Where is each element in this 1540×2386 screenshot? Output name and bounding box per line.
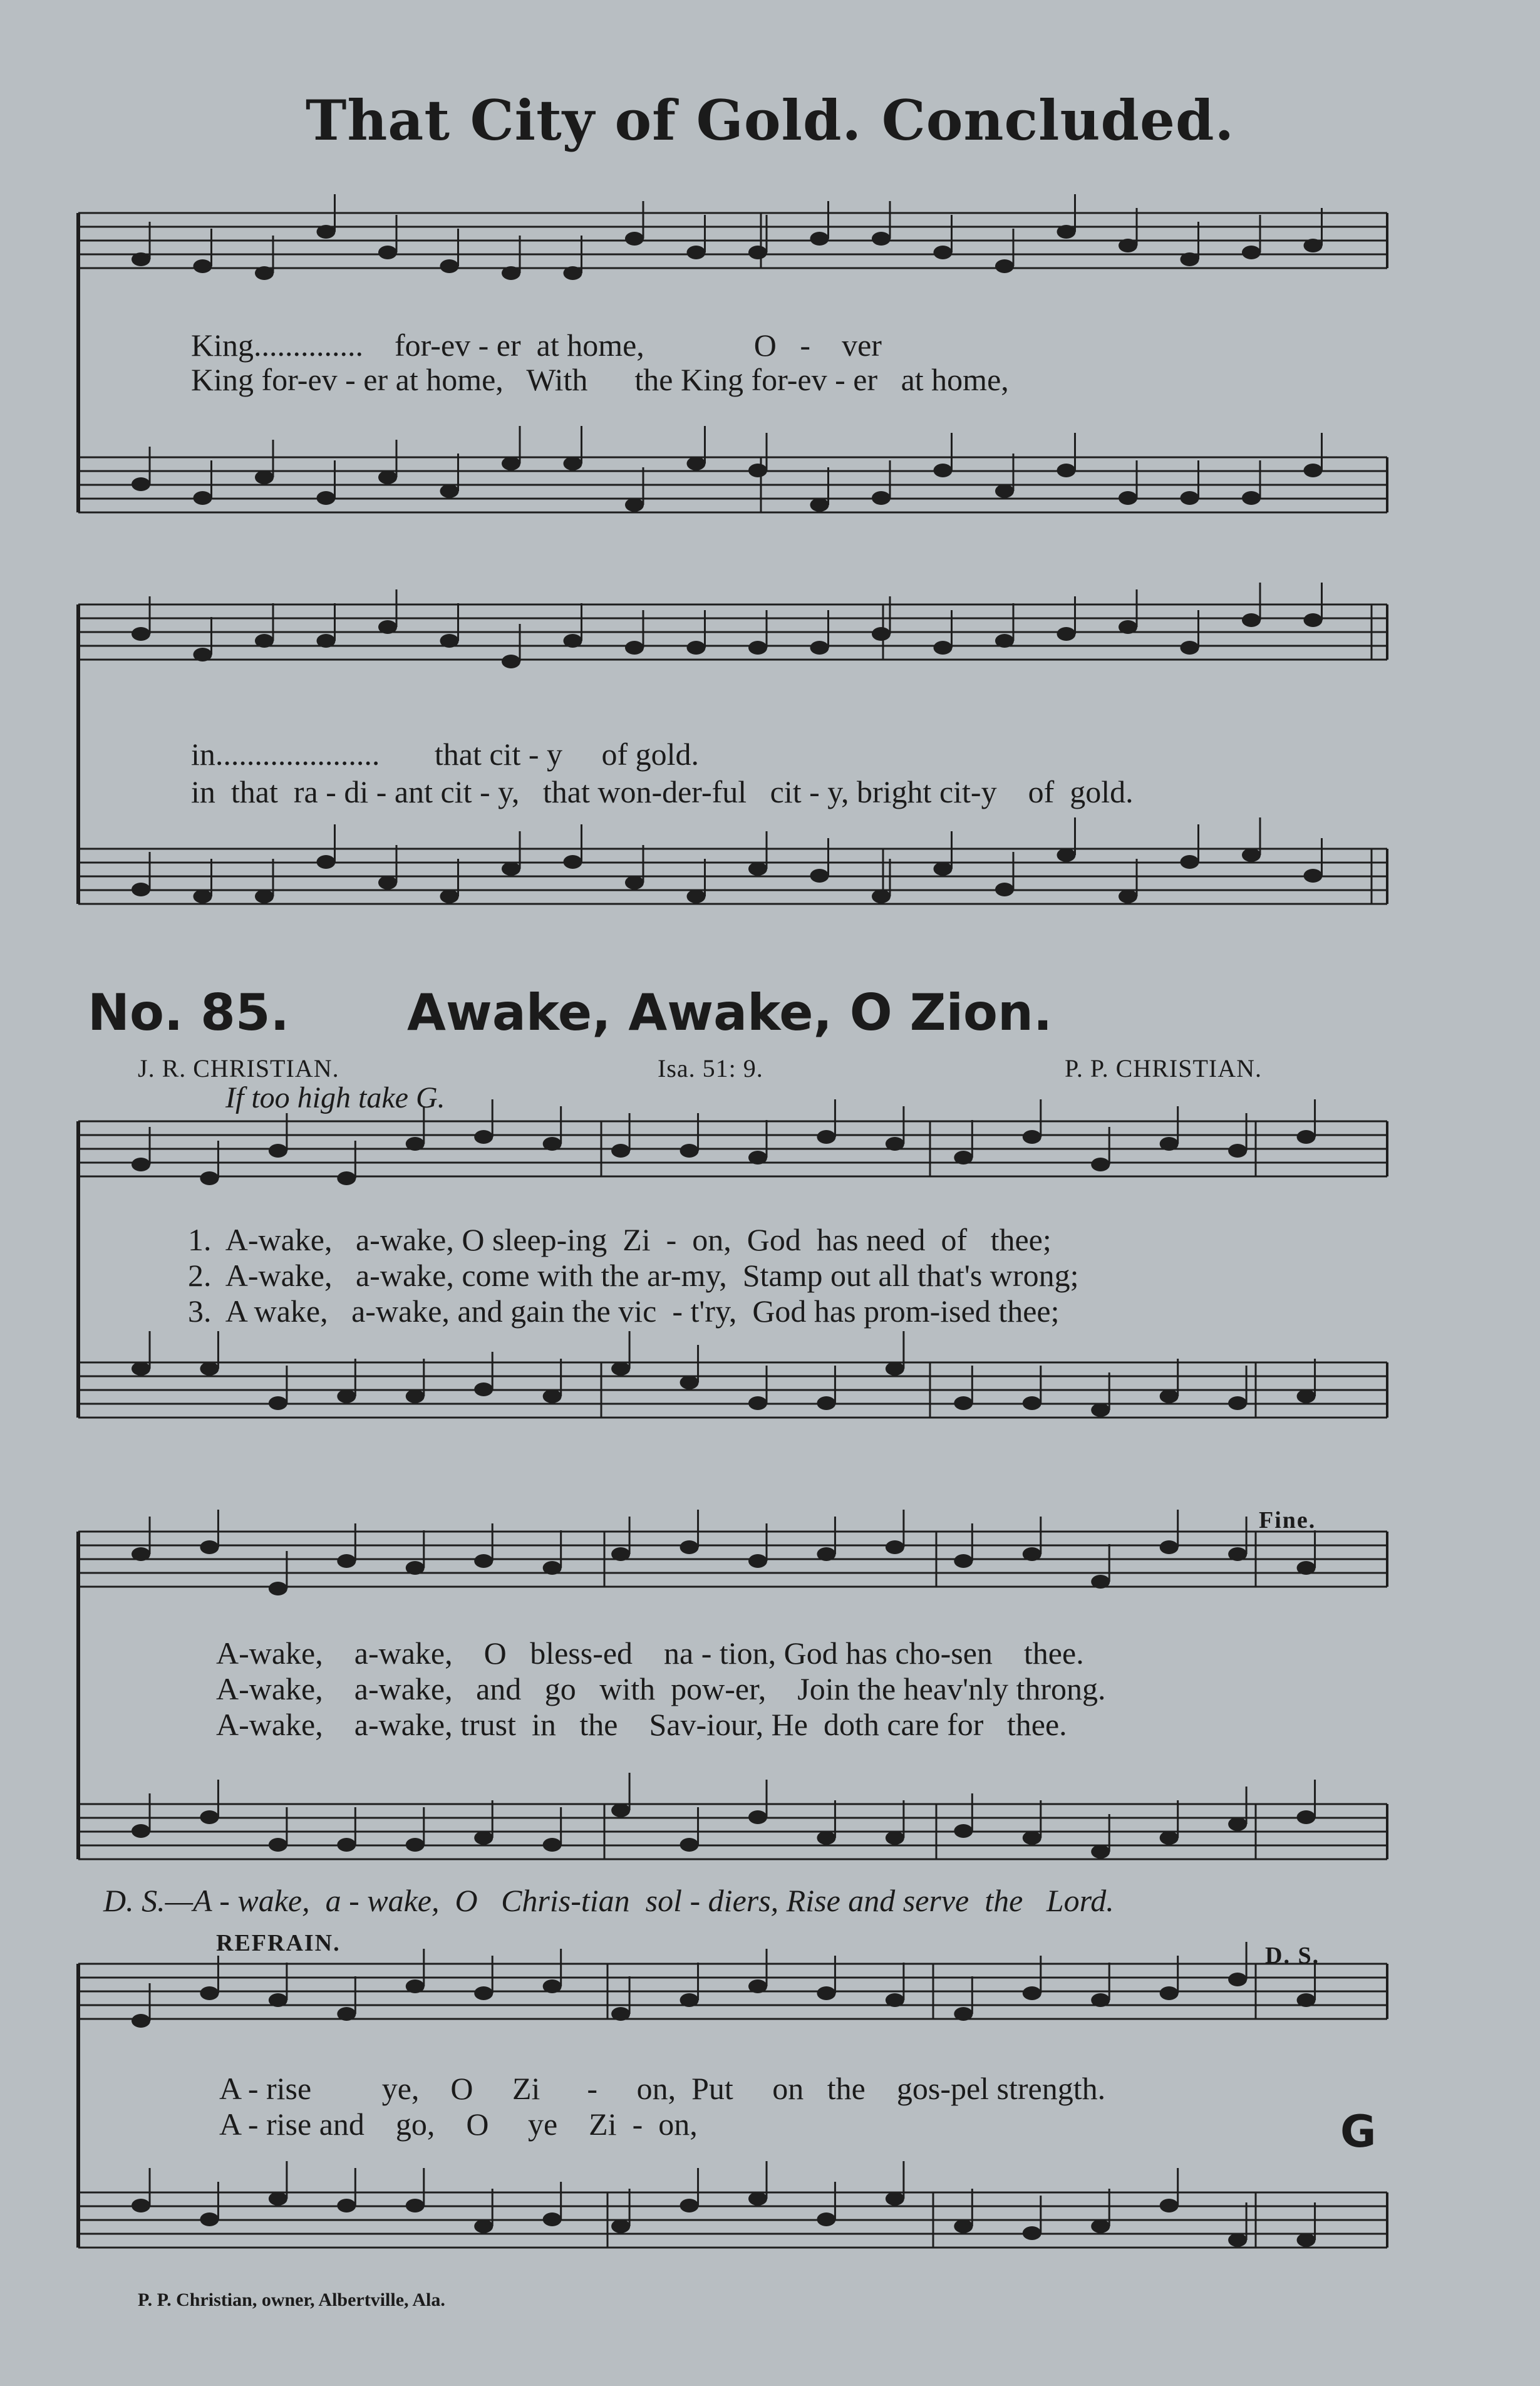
note-head xyxy=(934,641,953,655)
note-head xyxy=(886,1993,904,2007)
note-head xyxy=(625,498,644,512)
note-head xyxy=(474,1831,493,1845)
note-head xyxy=(1304,464,1323,477)
note-head xyxy=(954,2219,973,2233)
ds-mark: D. S. xyxy=(1265,1943,1320,1969)
note-head xyxy=(1160,1986,1179,2000)
note-head xyxy=(995,883,1014,896)
note-head xyxy=(474,1986,493,2000)
note-head xyxy=(886,1540,904,1554)
note-head xyxy=(1242,491,1261,505)
note-head xyxy=(995,484,1014,498)
note-head xyxy=(406,1389,425,1403)
note-head xyxy=(1297,1130,1316,1144)
note-head xyxy=(337,2007,356,2021)
performance-note: If too high take G. xyxy=(225,1081,445,1114)
note-head xyxy=(687,246,706,259)
note-head xyxy=(748,246,767,259)
note-head xyxy=(1119,890,1137,903)
note-head xyxy=(625,876,644,890)
note-head xyxy=(406,1979,425,1993)
note-head xyxy=(817,2212,835,2226)
note-head xyxy=(440,634,459,648)
note-head xyxy=(810,498,829,512)
note-head xyxy=(1242,246,1261,259)
note-head xyxy=(502,266,520,280)
note-head xyxy=(1023,1396,1041,1410)
note-head xyxy=(269,1582,287,1595)
note-head xyxy=(995,259,1014,273)
note-head xyxy=(872,232,891,246)
note-head xyxy=(817,1986,835,2000)
note-head xyxy=(1297,2233,1316,2247)
page-letter: G xyxy=(1340,2106,1377,2157)
note-head xyxy=(1297,1561,1316,1575)
note-head xyxy=(1228,1547,1247,1561)
verse-1: 1. A-wake, a-wake, O sleep-ing Zi - on, God has need of thee; xyxy=(188,1222,1052,1257)
note-head xyxy=(934,862,953,876)
note-head xyxy=(317,225,336,239)
note-head xyxy=(132,883,150,896)
note-head xyxy=(817,1130,835,1144)
note-head xyxy=(132,1158,150,1171)
note-head xyxy=(440,890,459,903)
note-head xyxy=(269,1144,287,1158)
note-head xyxy=(1181,491,1199,505)
note-head xyxy=(132,2199,150,2212)
note-head xyxy=(611,2219,630,2233)
note-head xyxy=(269,1993,287,2007)
note-head xyxy=(406,1838,425,1852)
note-head xyxy=(748,1979,767,1993)
note-head xyxy=(934,246,953,259)
note-head xyxy=(255,266,274,280)
note-head xyxy=(1297,1993,1316,2007)
note-head xyxy=(817,1831,835,1845)
note-head xyxy=(194,491,212,505)
note-head xyxy=(680,1376,699,1389)
note-head xyxy=(1057,848,1076,862)
note-head xyxy=(337,1554,356,1568)
note-head xyxy=(886,2192,904,2206)
song1-system1-lyric-2: King for-ev - er at home, With the King for-ev - er at home, xyxy=(191,362,1009,397)
note-head xyxy=(680,1540,699,1554)
system2-line-3: A-wake, a-wake, trust in the Sav-iour, He doth care for thee. xyxy=(216,1707,1067,1742)
note-head xyxy=(1228,1817,1247,1831)
refrain-line-1: A - rise ye, O Zi - on, Put on the gos-pel strength. xyxy=(219,2071,1106,2106)
note-head xyxy=(680,1838,699,1852)
note-head xyxy=(269,1838,287,1852)
note-head xyxy=(1160,1831,1179,1845)
song1-system2-lyric-1: in..................... that cit - y of gold. xyxy=(191,737,700,772)
note-head xyxy=(474,1382,493,1396)
note-head xyxy=(1228,1144,1247,1158)
note-head xyxy=(680,2199,699,2212)
note-head xyxy=(611,1362,630,1376)
note-head xyxy=(543,2212,562,2226)
note-head xyxy=(872,627,891,641)
note-head xyxy=(1023,1547,1041,1561)
note-head xyxy=(886,1137,904,1151)
note-head xyxy=(194,259,212,273)
note-head xyxy=(1160,1137,1179,1151)
note-head xyxy=(934,464,953,477)
note-head xyxy=(611,1144,630,1158)
note-head xyxy=(611,1803,630,1817)
note-head xyxy=(1228,2233,1247,2247)
note-head xyxy=(995,634,1014,648)
note-head xyxy=(200,1540,219,1554)
note-head xyxy=(269,1396,287,1410)
note-head xyxy=(1228,1396,1247,1410)
hymn-title: Awake, Awake, O Zion. xyxy=(407,983,1053,1042)
note-head xyxy=(954,1151,973,1164)
note-head xyxy=(1023,2226,1041,2240)
note-head xyxy=(317,855,336,869)
note-head xyxy=(817,1396,835,1410)
note-head xyxy=(687,890,706,903)
note-head xyxy=(378,470,397,484)
note-head xyxy=(1304,239,1323,252)
note-head xyxy=(564,266,582,280)
note-head xyxy=(1297,1389,1316,1403)
note-head xyxy=(817,1547,835,1561)
system2-line-2: A-wake, a-wake, and go with pow-er, Join the heav'nly throng. xyxy=(216,1671,1106,1706)
note-head xyxy=(132,1824,150,1838)
note-head xyxy=(502,457,520,470)
note-head xyxy=(872,491,891,505)
note-head xyxy=(954,1396,973,1410)
note-head xyxy=(132,252,150,266)
note-head xyxy=(611,1547,630,1561)
scripture-reference: Isa. 51: 9. xyxy=(658,1054,763,1082)
note-head xyxy=(269,2192,287,2206)
note-head xyxy=(1297,1810,1316,1824)
verse-3: 3. A wake, a-wake, and gain the vic - t'ry, God has prom-ised thee; xyxy=(188,1294,1060,1329)
note-head xyxy=(748,1810,767,1824)
note-head xyxy=(474,2219,493,2233)
note-head xyxy=(200,1362,219,1376)
note-head xyxy=(543,1389,562,1403)
note-head xyxy=(564,855,582,869)
note-head xyxy=(1057,627,1076,641)
note-head xyxy=(255,634,274,648)
note-head xyxy=(1160,2199,1179,2212)
refrain-line-2: A - rise and go, O ye Zi - on, xyxy=(219,2107,698,2142)
note-head xyxy=(810,641,829,655)
note-head xyxy=(200,1986,219,2000)
note-head xyxy=(748,1554,767,1568)
note-head xyxy=(378,246,397,259)
note-head xyxy=(1304,613,1323,627)
note-head xyxy=(378,620,397,634)
note-head xyxy=(502,862,520,876)
hymn-number: No. 85. xyxy=(88,983,289,1042)
note-head xyxy=(810,869,829,883)
note-head xyxy=(748,862,767,876)
note-head xyxy=(1023,1831,1041,1845)
note-head xyxy=(474,1554,493,1568)
note-head xyxy=(474,1130,493,1144)
note-head xyxy=(378,876,397,890)
note-head xyxy=(337,1389,356,1403)
note-head xyxy=(687,641,706,655)
note-head xyxy=(954,1824,973,1838)
note-head xyxy=(406,1137,425,1151)
note-head xyxy=(1091,1403,1110,1417)
note-head xyxy=(1119,491,1137,505)
note-head xyxy=(1091,1845,1110,1859)
note-head xyxy=(1057,225,1076,239)
note-head xyxy=(872,890,891,903)
note-head xyxy=(317,491,336,505)
note-head xyxy=(625,641,644,655)
note-head xyxy=(194,890,212,903)
footer-credit: P. P. Christian, owner, Albertville, Ala. xyxy=(138,2290,445,2310)
note-head xyxy=(611,2007,630,2021)
author-credit: J. R. CHRISTIAN. xyxy=(138,1054,339,1082)
note-head xyxy=(194,648,212,661)
note-head xyxy=(954,1554,973,1568)
song1-system2-lyric-2: in that ra - di - ant cit - y, that won-der-ful cit - y, bright cit-y of gold. xyxy=(191,774,1134,809)
note-head xyxy=(1242,613,1261,627)
note-head xyxy=(748,2192,767,2206)
note-head xyxy=(1160,1540,1179,1554)
note-head xyxy=(132,627,150,641)
note-head xyxy=(810,232,829,246)
refrain-label: REFRAIN. xyxy=(216,1930,341,1956)
note-head xyxy=(886,1831,904,1845)
note-head xyxy=(440,484,459,498)
system2-line-1: A-wake, a-wake, O bless-ed na - tion, God has cho-sen thee. xyxy=(216,1636,1084,1671)
note-head xyxy=(1091,2219,1110,2233)
note-head xyxy=(337,1171,356,1185)
note-head xyxy=(440,259,459,273)
note-head xyxy=(1023,1130,1041,1144)
note-head xyxy=(132,1362,150,1376)
note-head xyxy=(564,457,582,470)
note-head xyxy=(200,1810,219,1824)
composer-credit: P. P. CHRISTIAN. xyxy=(1065,1054,1262,1082)
note-head xyxy=(1119,239,1137,252)
note-head xyxy=(1023,1986,1041,2000)
note-head xyxy=(1181,641,1199,655)
note-head xyxy=(1160,1389,1179,1403)
note-head xyxy=(200,1171,219,1185)
note-head xyxy=(1091,1993,1110,2007)
note-head xyxy=(954,2007,973,2021)
ds-lyric-line: D. S.—A - wake, a - wake, O Chris-tian sol - diers, Rise and serve the Lord. xyxy=(103,1883,1114,1918)
note-head xyxy=(748,464,767,477)
note-head xyxy=(1091,1575,1110,1589)
note-head xyxy=(1304,869,1323,883)
note-head xyxy=(1228,1973,1247,1986)
note-head xyxy=(406,2199,425,2212)
note-head xyxy=(543,1137,562,1151)
note-head xyxy=(255,470,274,484)
verse-2: 2. A-wake, a-wake, come with the ar-my, Stamp out all that's wrong; xyxy=(188,1258,1079,1293)
note-head xyxy=(1119,620,1137,634)
note-head xyxy=(502,655,520,668)
note-head xyxy=(886,1362,904,1376)
note-head xyxy=(543,1838,562,1852)
note-head xyxy=(1057,464,1076,477)
note-head xyxy=(748,1396,767,1410)
note-head xyxy=(406,1561,425,1575)
note-head xyxy=(317,634,336,648)
note-head xyxy=(625,232,644,246)
note-head xyxy=(200,2212,219,2226)
note-head xyxy=(543,1979,562,1993)
note-head xyxy=(564,634,582,648)
note-head xyxy=(132,1547,150,1561)
note-head xyxy=(1181,252,1199,266)
note-head xyxy=(132,2014,150,2028)
note-head xyxy=(1242,848,1261,862)
note-head xyxy=(680,1993,699,2007)
note-head xyxy=(1091,1158,1110,1171)
song1-system1-lyric-1: King.............. for-ev - er at home, O - ver xyxy=(191,328,882,363)
note-head xyxy=(543,1561,562,1575)
note-head xyxy=(680,1144,699,1158)
note-head xyxy=(1181,855,1199,869)
note-head xyxy=(255,890,274,903)
note-head xyxy=(748,1151,767,1164)
note-head xyxy=(337,1838,356,1852)
note-head xyxy=(132,477,150,491)
fine-mark: Fine. xyxy=(1259,1507,1316,1533)
page-title: That City of Gold. Concluded. xyxy=(305,88,1235,153)
note-head xyxy=(687,457,706,470)
note-head xyxy=(748,641,767,655)
note-head xyxy=(337,2199,356,2212)
